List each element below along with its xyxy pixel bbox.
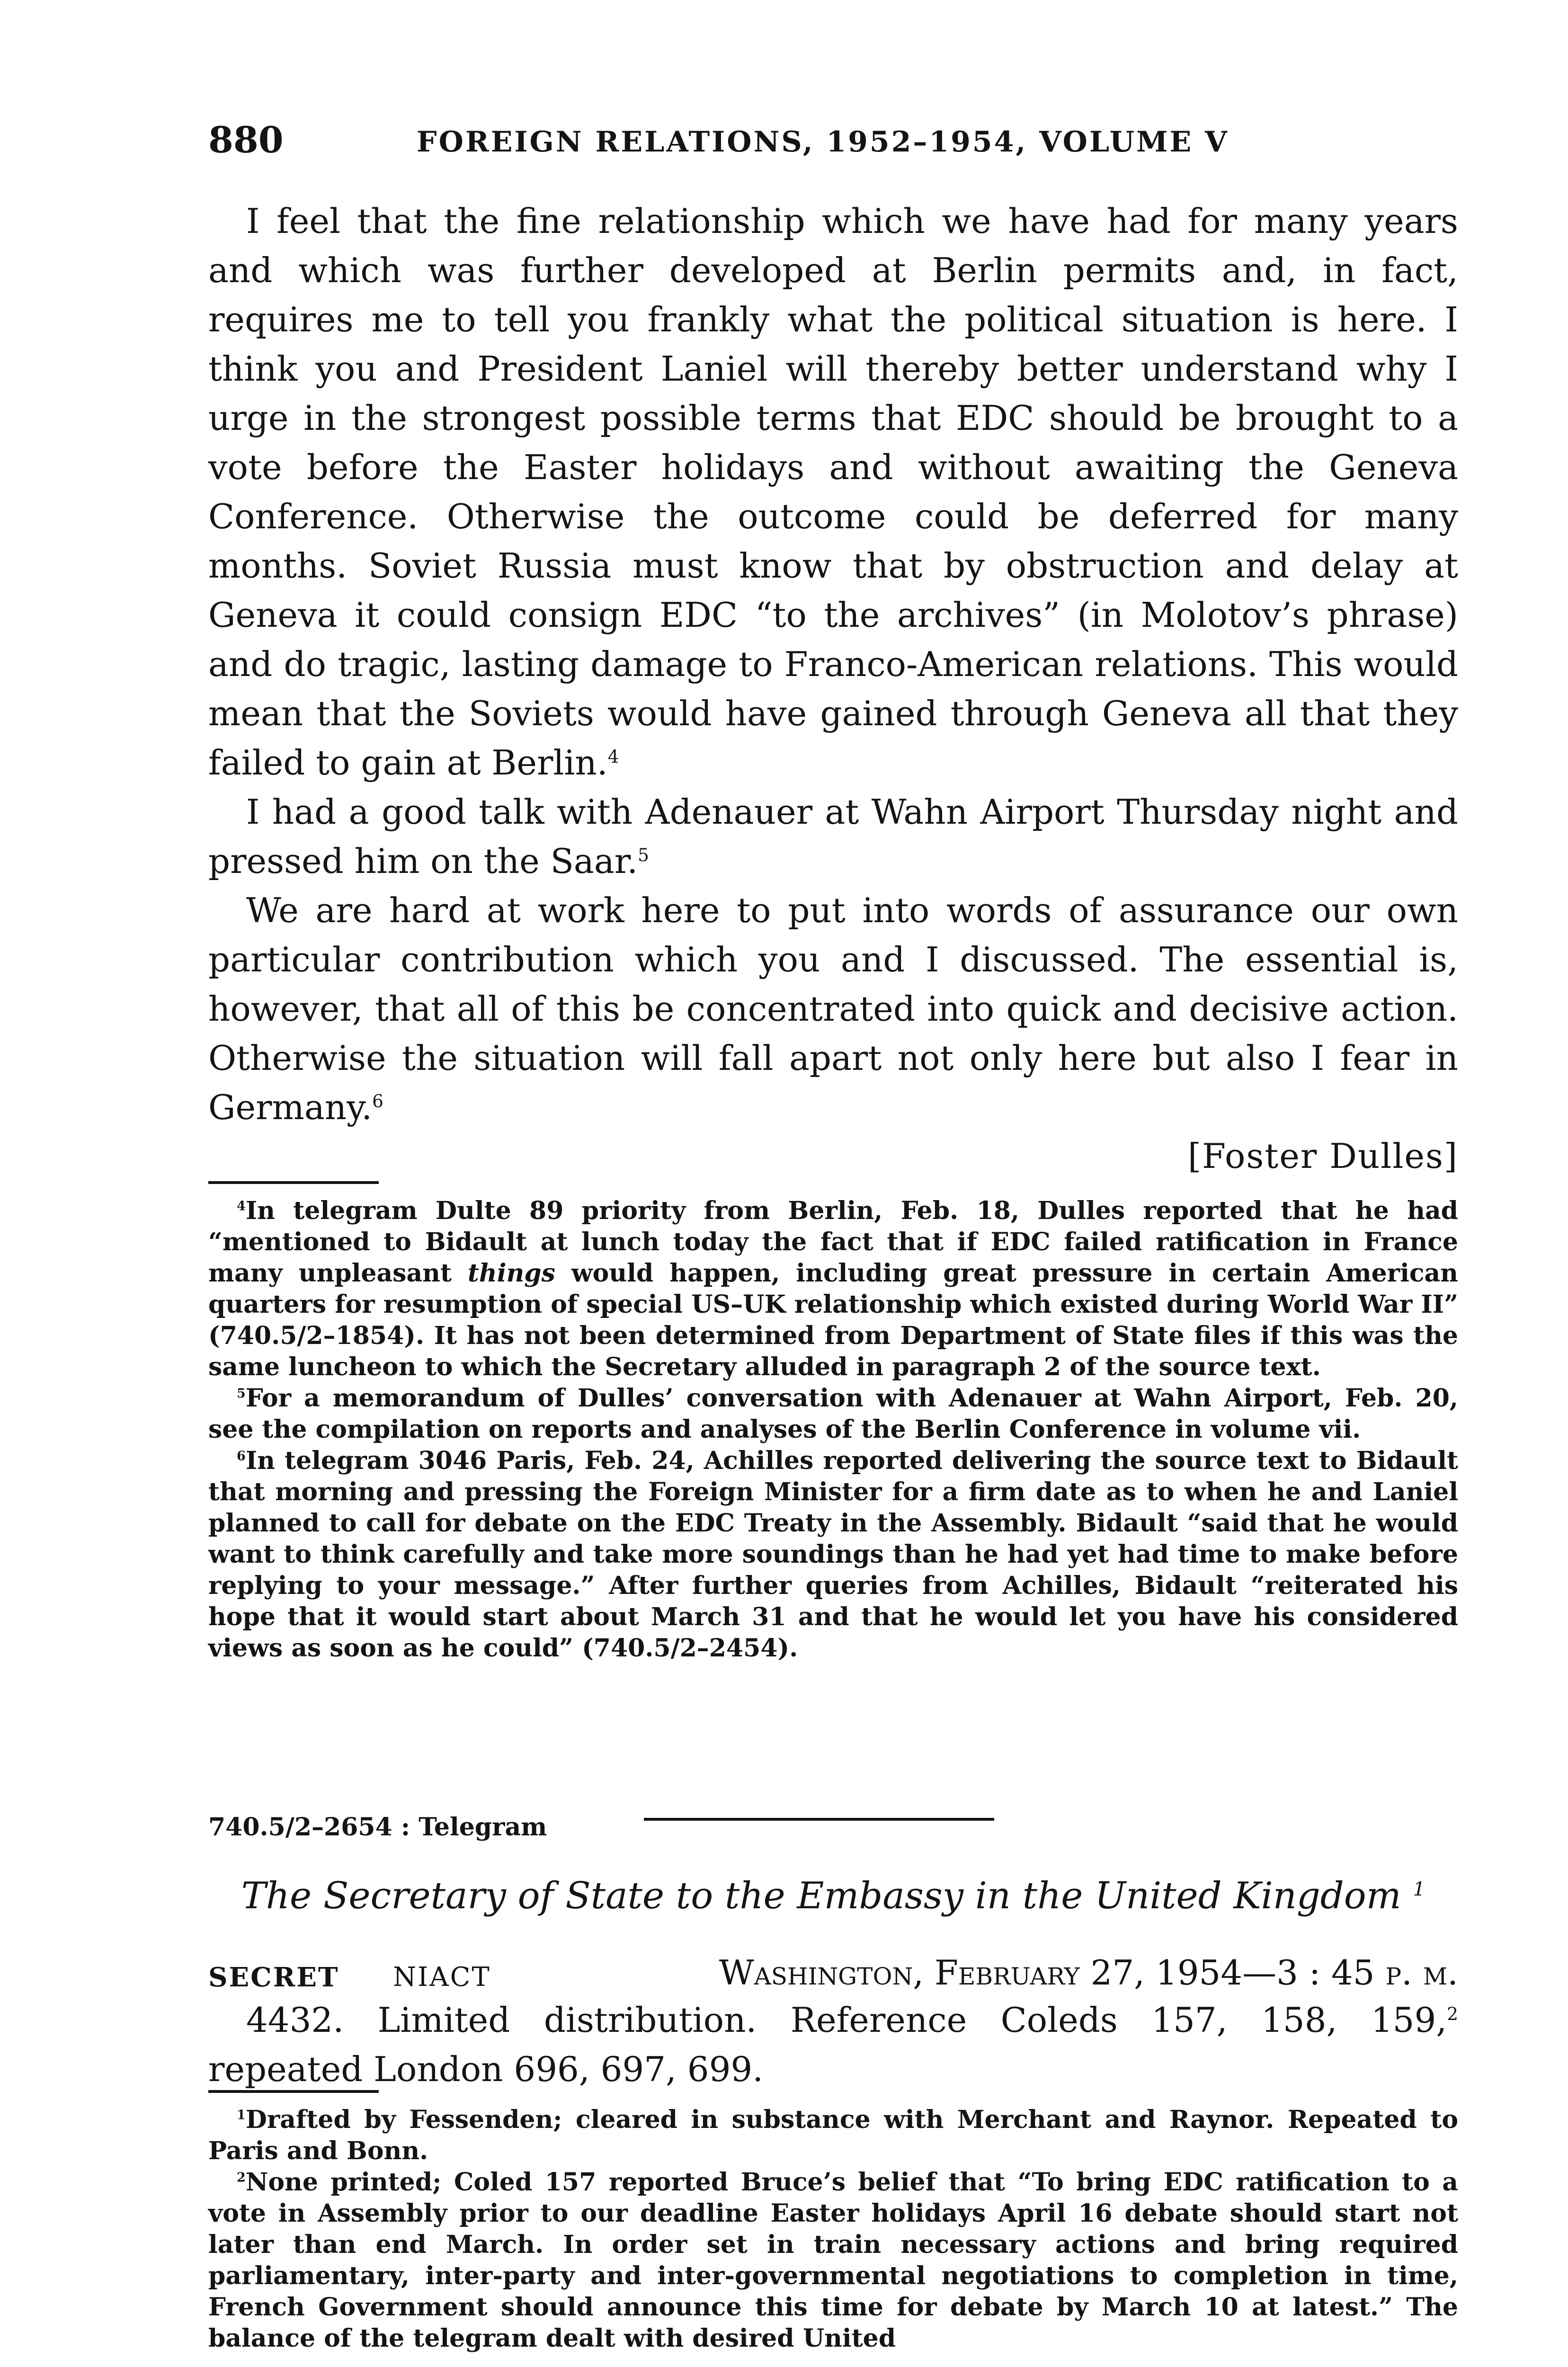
footnote-number: 4 xyxy=(237,1199,246,1214)
page-number: 880 xyxy=(208,119,284,161)
footnote-number: 2 xyxy=(237,2170,246,2185)
footnote: $^5$For a memorandum of Dulles’ conversation with Adenauer at Wahn Airport, Feb. 20, see the compilation on reports and analyses of the Berlin Conference in volume vii. xyxy=(208,1384,1458,1444)
signature: [Foster Dulles] xyxy=(1187,1136,1458,1176)
footnote-divider xyxy=(208,1181,379,1184)
footnote-mark: 5 xyxy=(638,845,649,865)
footnote: $^4$In telegram Dulte 89 priority from Berlin, Feb. 18, Dulles reported that he had “mentioned to Bidault at lunch today the fact that if EDC failed ratification in France many unpleasant things would happen, including great pressure in certain American quarters for resumption of special US–UK relationship which existed during World War II” (740.5/2–1854). It has not been determined from Department of State files if this was the same luncheon to which the Secretary alluded in paragraph 2 of the source text. xyxy=(208,1196,1458,1381)
telegram-body xyxy=(208,1995,1458,2094)
footnote-divider xyxy=(208,2090,379,2093)
footnote-number: 6 xyxy=(237,1449,246,1464)
dateline-row xyxy=(208,1948,1458,2000)
footnote-mark: 2 xyxy=(1447,2003,1458,2024)
classification-label: SECRET xyxy=(208,1962,339,1993)
footnote-mark: 6 xyxy=(372,1091,383,1112)
dateline: Washington, February 27, 1954—3 : 45 p. m. xyxy=(719,1953,1458,1993)
footnote-mark: 1 xyxy=(1413,1878,1425,1900)
letter-paragraph: I feel that the fine relationship which we have had for many years and which was further developed at Berlin permits and, in fact, requires me to tell you frankly what the political situation is here. I think you and President Laniel will thereby better understand why I urge in the strongest possible terms that EDC should be brought to a vote before the Easter holidays and without awaiting the Geneva Conference. Otherwise the outcome could be deferred for many months. Soviet Russia must know that by obstruction and delay at Geneva it could consign EDC “to the archives” (in Molotov’s phrase) and do tragic, lasting damage to Franco-American relations. This would mean that the Soviets would have gained through Geneva all that they failed to gain at Berlin.$^4$ xyxy=(208,201,1458,783)
section-divider xyxy=(644,1818,994,1821)
handling-label: NIACT xyxy=(393,1962,491,1993)
footnote-number: 1 xyxy=(237,2108,246,2123)
footnote: $^1$Drafted by Fessenden; cleared in substance with Merchant and Raynor. Repeated to Paris and Bonn. xyxy=(208,2105,1458,2165)
telegram-footnotes xyxy=(208,2104,1458,2354)
footnote: $^2$None printed; Coled 157 reported Bruce’s belief that “To bring EDC ratification to a vote in Assembly prior to our deadline Easter holidays April 16 debate should start not later than end March. In order set in train necessary actions and bring required parliamentary, inter-party and inter-governmental negotiations to completion in time, French Government should announce this time for debate by March 10 at latest.” The balance of the telegram dealt with desired United xyxy=(208,2168,1458,2353)
letter-paragraph: I had a good talk with Adenauer at Wahn Airport Thursday night and pressed him on the Saar.$^5$ xyxy=(208,792,1458,881)
footnote-mark: 4 xyxy=(607,746,619,767)
footnote: $^6$In telegram 3046 Paris, Feb. 24, Achilles reported delivering the source text to Bidault that morning and pressing the Foreign Minister for a firm date as to when he and Laniel planned to call for debate on the EDC Treaty in the Assembly. Bidault “said that he would want to think carefully and take more soundings than he had yet had time to make before replying to your message.” After further queries from Achilles, Bidault “reiterated his hope that it would start about March 31 and that he would let you have his considered views as soon as he could” (740.5/2–2454). xyxy=(208,1446,1458,1663)
running-head: FOREIGN RELATIONS, 1952–1954, VOLUME V xyxy=(417,125,1229,159)
letter-footnotes xyxy=(208,1195,1458,1664)
page-header xyxy=(208,114,1458,170)
file-reference: 740.5/2–2654 : Telegram xyxy=(208,1813,547,1842)
letter-body xyxy=(208,196,1458,1132)
letter-paragraph: We are hard at work here to put into words of assurance our own particular contribution which you and I discussed. The essential is, however, that all of this be concentrated into quick and decisive action. Otherwise the situation will fall apart not only here but also I fear in Germany.$^6$ xyxy=(208,890,1458,1127)
document-title: The Secretary of State to the Embassy in the United Kingdom $^1$ xyxy=(241,1875,1425,1917)
footnote-number: 5 xyxy=(237,1386,246,1401)
telegram-paragraph: 4432. Limited distribution. Reference Coleds 157, 158, 159,$^2$ repeated London 696, 697, 699. xyxy=(208,2000,1458,2089)
